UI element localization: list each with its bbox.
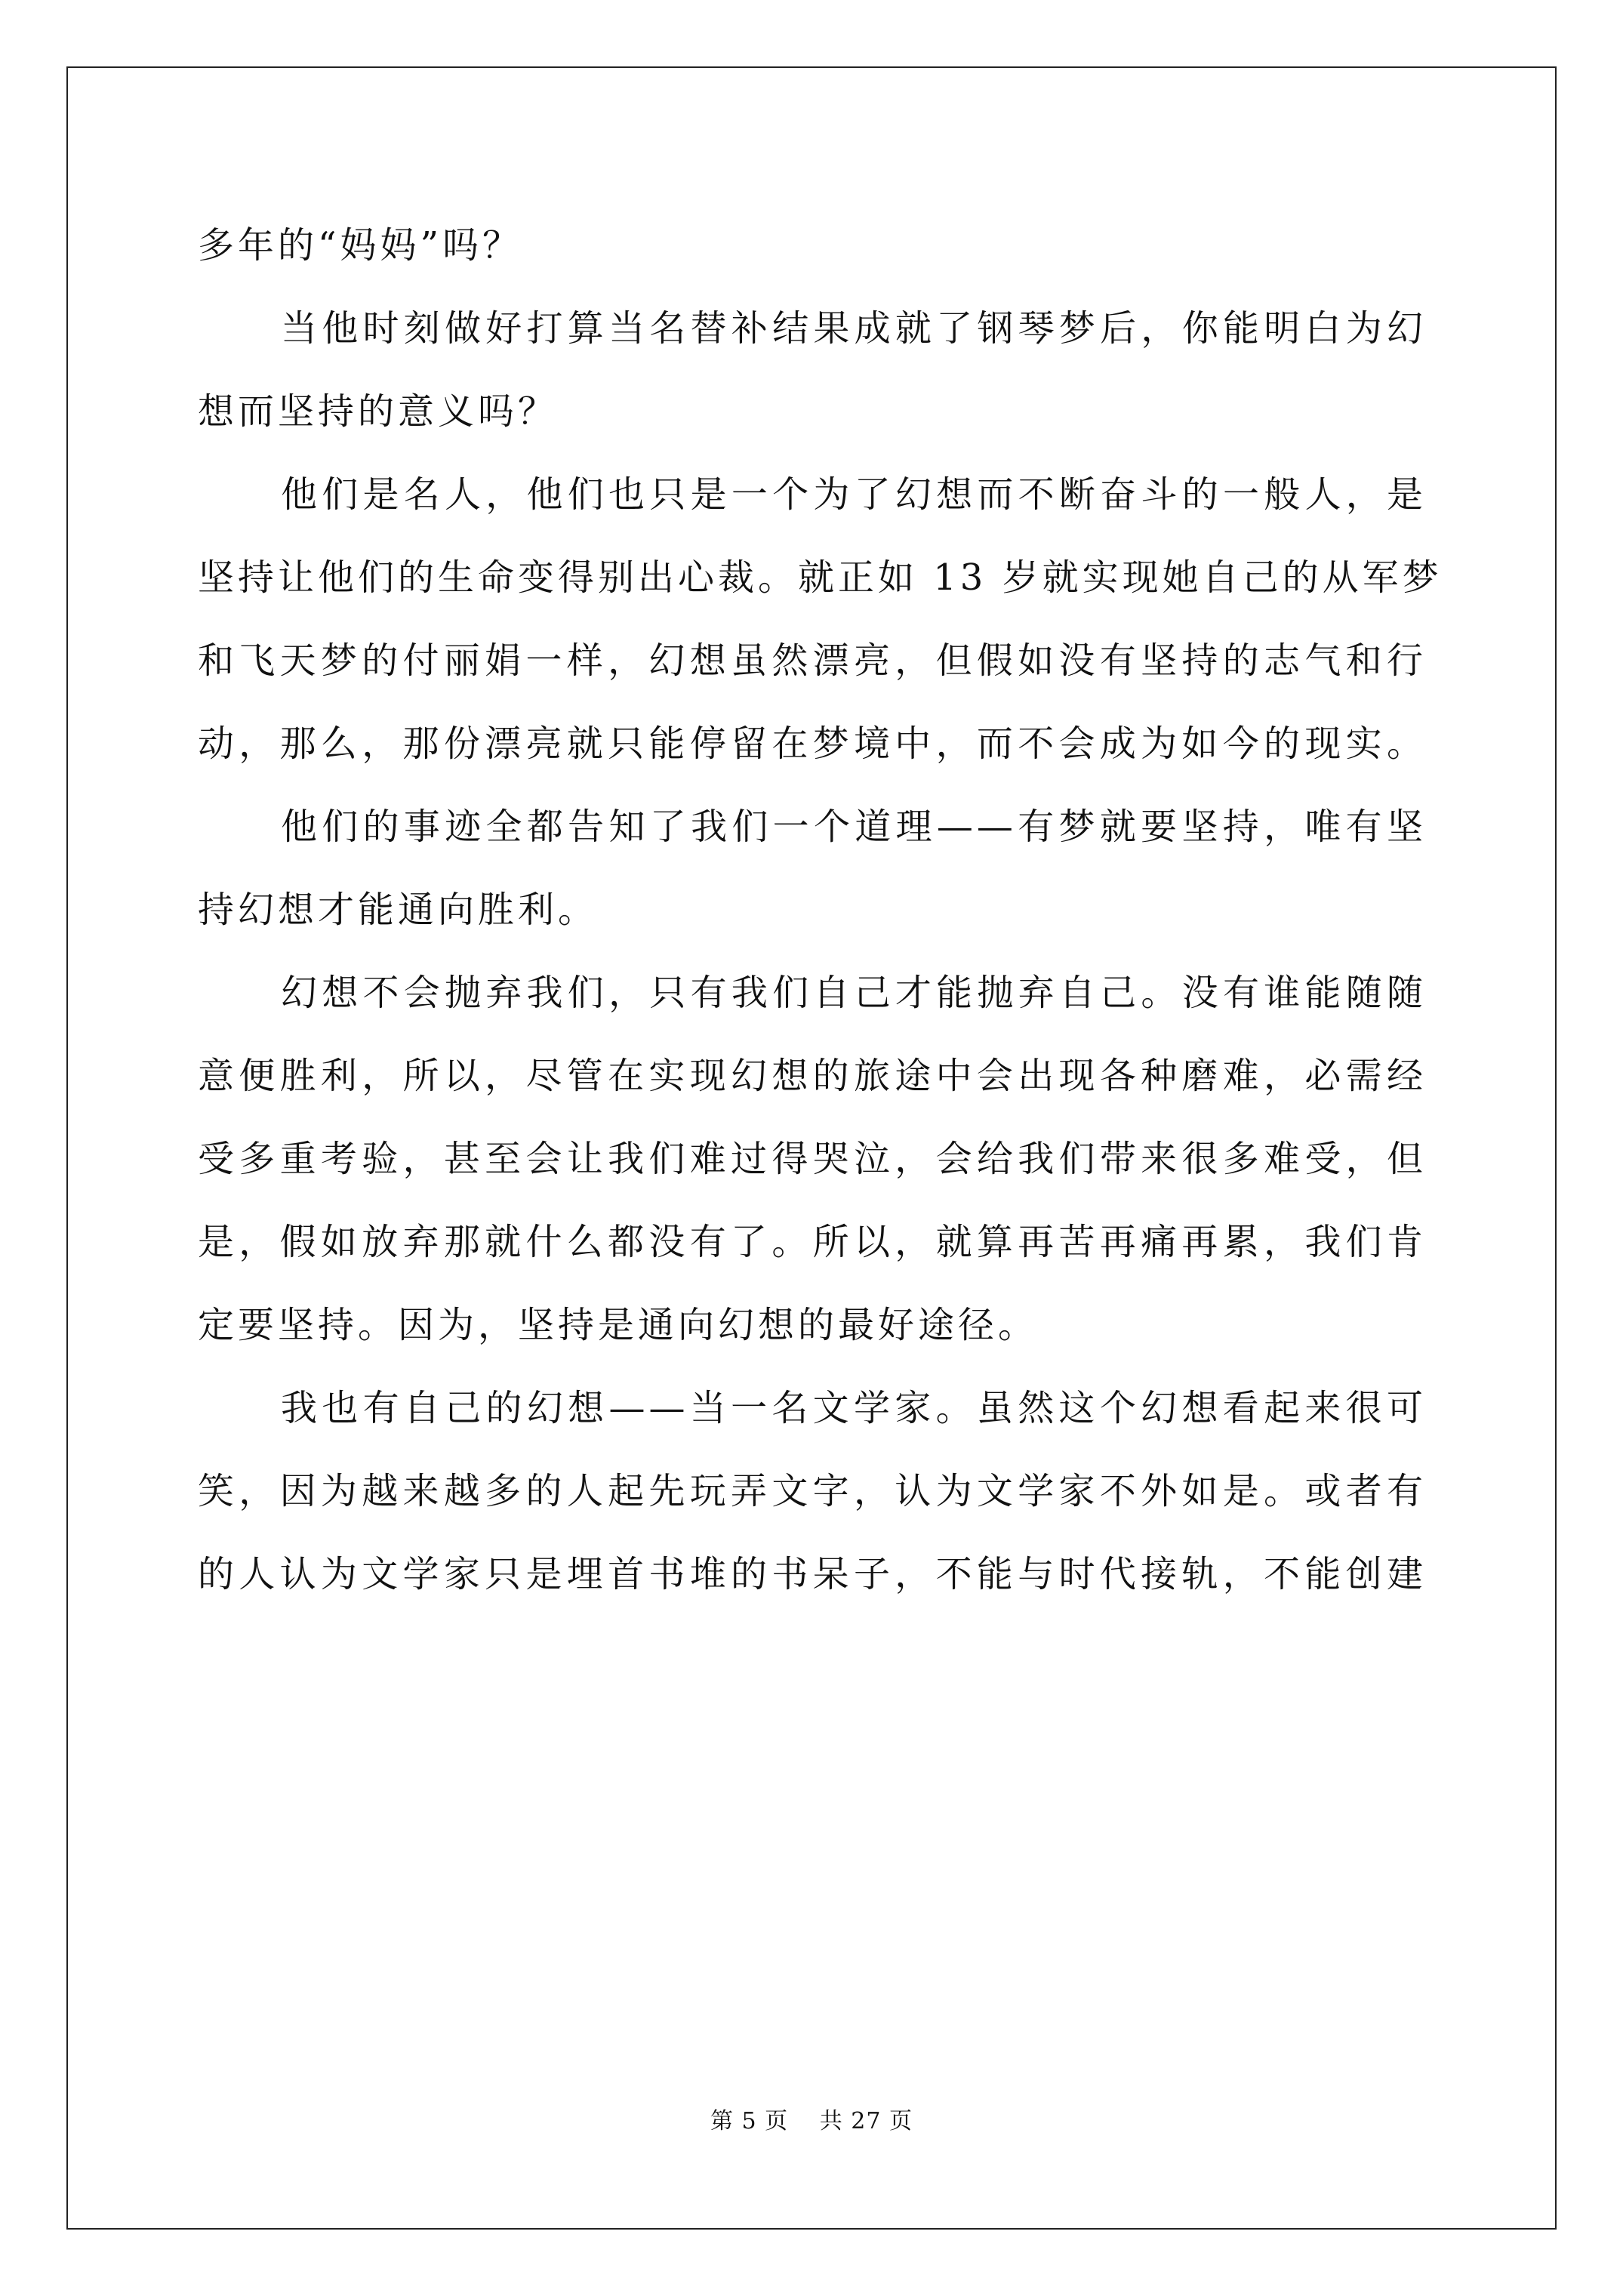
text-line: 定要坚持。因为，坚持是通向幻想的最好途径。 (198, 1304, 1039, 1346)
page-number-footer: 第 5 页 共 27 页 (710, 2108, 913, 2134)
document-body (198, 204, 1443, 1616)
text-line: 动，那么，那份漂亮就只能停留在梦境中，而不会成为如今的现实。 (198, 723, 1427, 765)
text-line: 幻想不会抛弃我们，只有我们自己才能抛弃自己。没有谁能随随 (281, 972, 1427, 1014)
text-line: 是，假如放弃那就什么都没有了。所以，就算再苦再痛再累，我们肯 (198, 1221, 1427, 1263)
text-line: 他们是名人，他们也只是一个为了幻想而不断奋斗的一般人，是 (281, 473, 1427, 516)
text-line: 和飞天梦的付丽娟一样，幻想虽然漂亮，但假如没有坚持的志气和行 (198, 639, 1427, 682)
text-line: 的人认为文学家只是埋首书堆的书呆子，不能与时代接轨，不能创建 (198, 1553, 1427, 1595)
text-line: 笑，因为越来越多的人起先玩弄文字，认为文学家不外如是。或者有 (198, 1470, 1427, 1512)
text-line: 受多重考验，甚至会让我们难过得哭泣，会给我们带来很多难受，但 (198, 1138, 1427, 1180)
text-line: 意便胜利，所以，尽管在实现幻想的旅途中会出现各种磨难，必需经 (198, 1055, 1427, 1097)
text-line: 当他时刻做好打算当名替补结果成就了钢琴梦后，你能明白为幻 (281, 307, 1427, 350)
text-line: 想而坚持的意义吗？ (198, 390, 559, 433)
text-line: 坚持让他们的生命变得别出心裁。就正如 13 岁就实现她自己的从军梦 (198, 556, 1443, 599)
text-line: 持幻想才能通向胜利。 (198, 889, 599, 931)
text-line: 他们的事迹全都告知了我们一个道理——有梦就要坚持，唯有坚 (281, 806, 1427, 848)
text-line: 多年的“妈妈”吗？ (198, 224, 523, 267)
text-line: 我也有自己的幻想——当一名文学家。虽然这个幻想看起来很可 (281, 1387, 1427, 1429)
